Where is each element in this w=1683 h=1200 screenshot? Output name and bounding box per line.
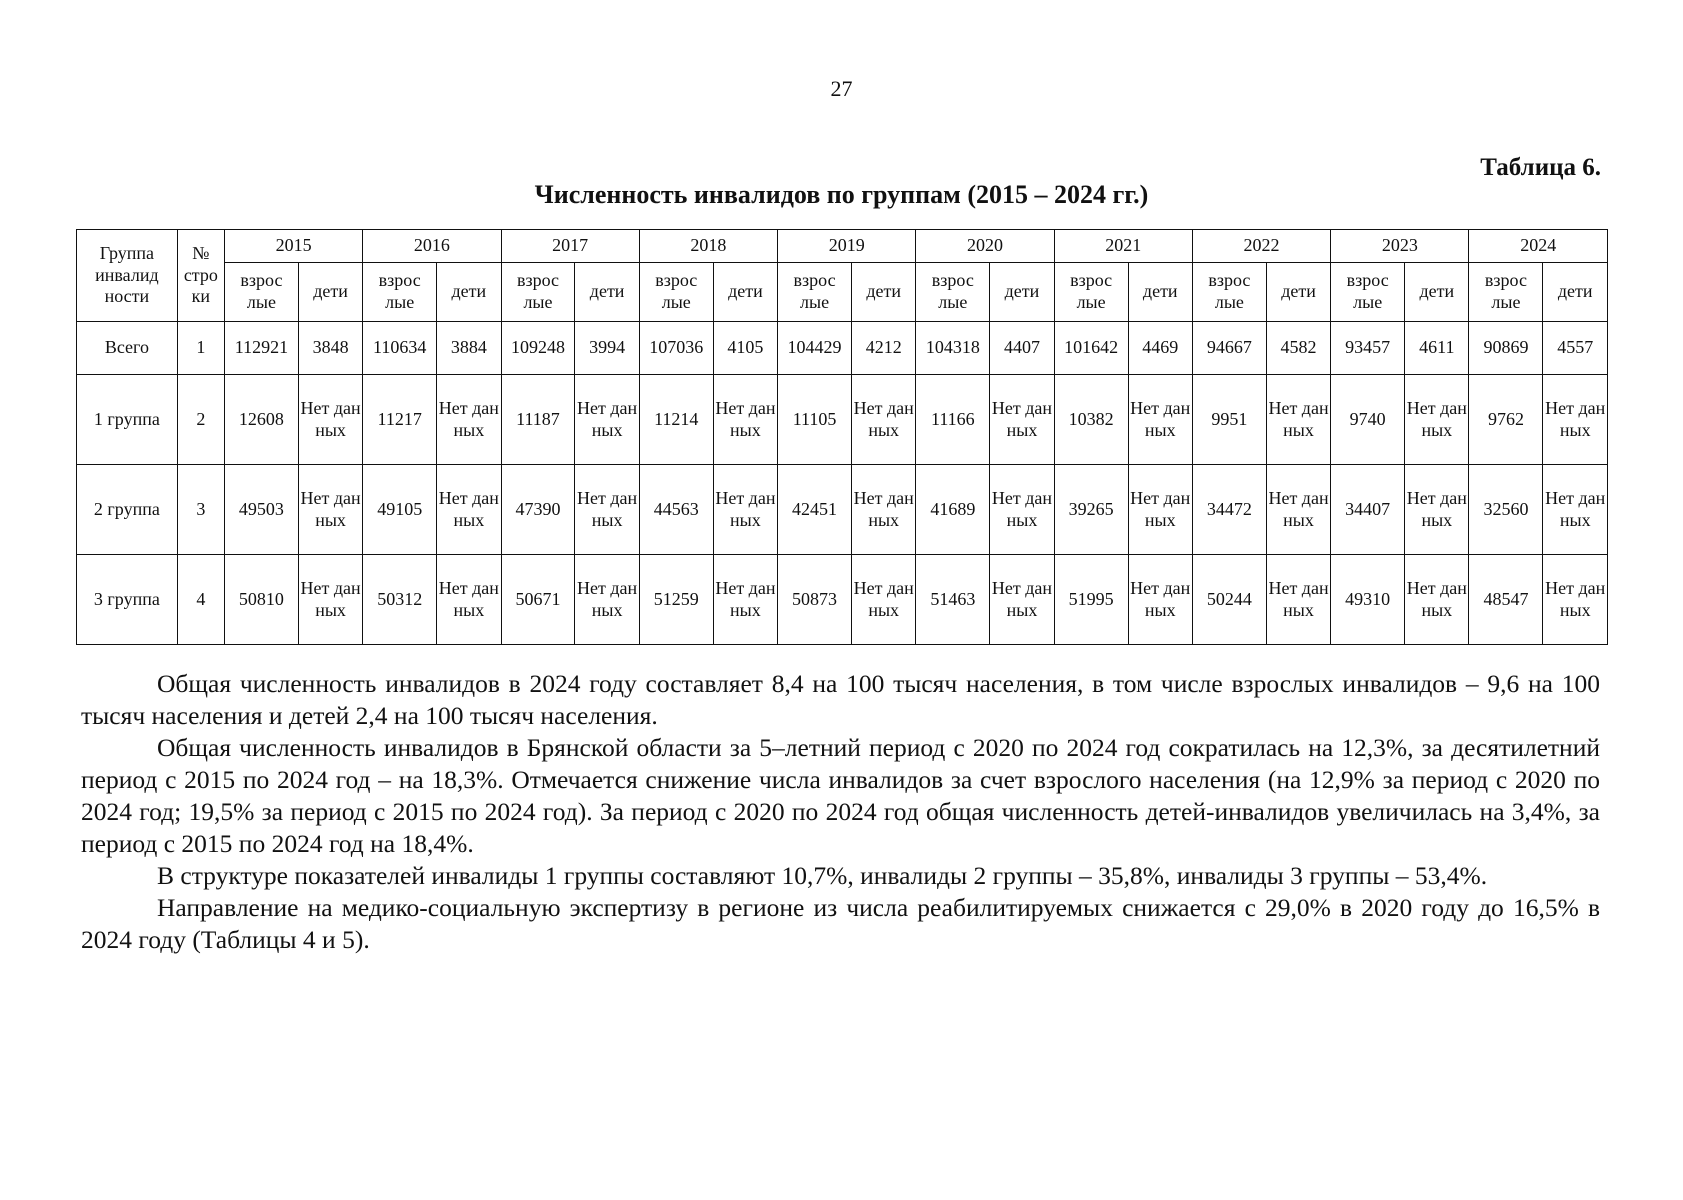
table-cell: Нет дан ных [575, 375, 639, 465]
table-cell: Нет дан ных [1266, 555, 1330, 645]
table-cell: 4582 [1266, 322, 1330, 375]
table-row [77, 465, 1608, 555]
table-cell: 50244 [1192, 555, 1266, 645]
table-cell: Нет дан ных [298, 555, 362, 645]
table-cell: Нет дан ных [1543, 465, 1608, 555]
table-cell: 49310 [1331, 555, 1405, 645]
table-cell: 10382 [1054, 375, 1128, 465]
header-adults: взрос лые [224, 263, 298, 322]
table-cell: 50810 [224, 555, 298, 645]
table-cell: 11105 [778, 375, 852, 465]
table-cell: Нет дан ных [298, 375, 362, 465]
header-adults: взрос лые [1192, 263, 1266, 322]
table-cell: 9740 [1331, 375, 1405, 465]
table-cell: 94667 [1192, 322, 1266, 375]
header-group: Группа инвалид ности [77, 230, 178, 322]
table-cell: 49503 [224, 465, 298, 555]
table-cell: 104318 [916, 322, 990, 375]
disability-groups-table [76, 229, 1608, 645]
table-cell: 4407 [990, 322, 1054, 375]
paragraph: Направление на медико-социальную экспертизу в регионе из числа реабилитируемых снижается с 29,0% в 2020 году до 16,5% в 2024 году (Таблицы 4 и 5). [81, 893, 1600, 954]
table-cell: 12608 [224, 375, 298, 465]
header-year: 2016 [363, 230, 501, 263]
table-cell: 4469 [1128, 322, 1192, 375]
row-number: 2 [177, 375, 224, 465]
body-text [81, 668, 1600, 956]
table-cell: 49105 [363, 465, 437, 555]
header-children: дети [1405, 263, 1469, 322]
table-cell: Нет дан ных [1405, 555, 1469, 645]
table-cell: Нет дан ных [852, 555, 916, 645]
table-cell: 101642 [1054, 322, 1128, 375]
table-cell: 47390 [501, 465, 575, 555]
row-number: 4 [177, 555, 224, 645]
table-title: Численность инвалидов по группам (2015 – 2024 гг.) [534, 180, 1149, 209]
table-cell: Нет дан ных [713, 555, 777, 645]
header-year: 2018 [639, 230, 777, 263]
table-cell: 107036 [639, 322, 713, 375]
table-cell: Нет дан ных [1543, 375, 1608, 465]
header-adults: взрос лые [916, 263, 990, 322]
table-cell: Нет дан ных [852, 465, 916, 555]
header-year: 2023 [1331, 230, 1469, 263]
row-label: Всего [77, 322, 178, 375]
table-cell: 50671 [501, 555, 575, 645]
table-cell: Нет дан ных [713, 465, 777, 555]
table-cell: Нет дан ных [852, 375, 916, 465]
table-header-subcolumns [77, 263, 1608, 322]
header-adults: взрос лые [1331, 263, 1405, 322]
table-cell: 112921 [224, 322, 298, 375]
header-children: дети [1266, 263, 1330, 322]
table-cell: 3884 [437, 322, 501, 375]
table-cell: 50873 [778, 555, 852, 645]
table-cell: 48547 [1469, 555, 1543, 645]
table-cell: 34407 [1331, 465, 1405, 555]
table-cell: 39265 [1054, 465, 1128, 555]
table-cell: Нет дан ных [1405, 375, 1469, 465]
header-year: 2019 [778, 230, 916, 263]
header-adults: взрос лые [501, 263, 575, 322]
row-number: 1 [177, 322, 224, 375]
paragraph: Общая численность инвалидов в Брянской области за 5–летний период с 2020 по 2024 год сократилась на 12,3%, за десятилетний период с 2015 по 2024 год – на 18,3%. Отмечается снижение числа инвалидов за счет взрослого населения (на 12,9% за период с 2020 по 2024 год; 19,5% за период с 2015 по 2024 год). За период с 2020 по 2024 год общая численность детей-инвалидов увеличилась на 3,4%, за период с 2015 по 2024 год на 18,4%. [81, 733, 1600, 858]
table-label: Таблица 6. [1480, 154, 1601, 181]
row-label: 2 группа [77, 465, 178, 555]
table-cell: 109248 [501, 322, 575, 375]
table-cell: Нет дан ных [437, 465, 501, 555]
table-cell: 44563 [639, 465, 713, 555]
header-adults: взрос лые [639, 263, 713, 322]
table-cell: 104429 [778, 322, 852, 375]
row-number: 3 [177, 465, 224, 555]
table-cell: 34472 [1192, 465, 1266, 555]
header-children: дети [1543, 263, 1608, 322]
table-cell: 11217 [363, 375, 437, 465]
table-cell: Нет дан ных [575, 555, 639, 645]
table-cell: Нет дан ных [437, 555, 501, 645]
table-cell: 51995 [1054, 555, 1128, 645]
table-cell: 4105 [713, 322, 777, 375]
table-cell: Нет дан ных [1128, 375, 1192, 465]
table-cell: 32560 [1469, 465, 1543, 555]
table-cell: 42451 [778, 465, 852, 555]
header-children: дети [1128, 263, 1192, 322]
table-row [77, 555, 1608, 645]
table-cell: Нет дан ных [575, 465, 639, 555]
header-year: 2024 [1469, 230, 1608, 263]
table-cell: 93457 [1331, 322, 1405, 375]
table-row [77, 322, 1608, 375]
paragraph: Общая численность инвалидов в 2024 году составляет 8,4 на 100 тысяч населения, в том числе взрослых инвалидов – 9,6 на 100 тысяч населения и детей 2,4 на 100 тысяч населения. [81, 669, 1600, 730]
row-label: 1 группа [77, 375, 178, 465]
header-row-number: № стро ки [177, 230, 224, 322]
header-year: 2021 [1054, 230, 1192, 263]
table-cell: Нет дан ных [990, 555, 1054, 645]
row-label: 3 группа [77, 555, 178, 645]
table-cell: 51463 [916, 555, 990, 645]
table-cell: Нет дан ных [1543, 555, 1608, 645]
table-cell: Нет дан ных [990, 375, 1054, 465]
table-cell: 110634 [363, 322, 437, 375]
header-adults: взрос лые [1469, 263, 1543, 322]
table-cell: 51259 [639, 555, 713, 645]
table-cell: 41689 [916, 465, 990, 555]
table-cell: 11214 [639, 375, 713, 465]
table-header-years [77, 230, 1608, 263]
header-children: дети [713, 263, 777, 322]
header-children: дети [575, 263, 639, 322]
header-year: 2015 [224, 230, 362, 263]
header-adults: взрос лые [1054, 263, 1128, 322]
table-cell: 3994 [575, 322, 639, 375]
table-cell: Нет дан ных [1266, 375, 1330, 465]
table-cell: Нет дан ных [1128, 555, 1192, 645]
table-cell: 3848 [298, 322, 362, 375]
table-cell: 4611 [1405, 322, 1469, 375]
header-children: дети [298, 263, 362, 322]
table-cell: Нет дан ных [1128, 465, 1192, 555]
table-cell: 50312 [363, 555, 437, 645]
table-cell: Нет дан ных [298, 465, 362, 555]
table-cell: Нет дан ных [437, 375, 501, 465]
header-children: дети [990, 263, 1054, 322]
table-cell: 9762 [1469, 375, 1543, 465]
table-cell: 90869 [1469, 322, 1543, 375]
table-cell: Нет дан ных [1266, 465, 1330, 555]
table-row [77, 375, 1608, 465]
header-year: 2022 [1192, 230, 1330, 263]
table-cell: 11187 [501, 375, 575, 465]
table-cell: Нет дан ных [713, 375, 777, 465]
table-cell: Нет дан ных [1405, 465, 1469, 555]
header-adults: взрос лые [778, 263, 852, 322]
header-year: 2020 [916, 230, 1054, 263]
table-cell: Нет дан ных [990, 465, 1054, 555]
header-children: дети [852, 263, 916, 322]
table-cell: 4557 [1543, 322, 1608, 375]
page-number: 27 [830, 76, 853, 101]
header-children: дети [437, 263, 501, 322]
table-cell: 4212 [852, 322, 916, 375]
table-cell: 11166 [916, 375, 990, 465]
header-year: 2017 [501, 230, 639, 263]
header-adults: взрос лые [363, 263, 437, 322]
paragraph: В структуре показателей инвалиды 1 группы составляют 10,7%, инвалиды 2 группы – 35,8%, инвалиды 3 группы – 53,4%. [157, 861, 1488, 890]
table-cell: 9951 [1192, 375, 1266, 465]
